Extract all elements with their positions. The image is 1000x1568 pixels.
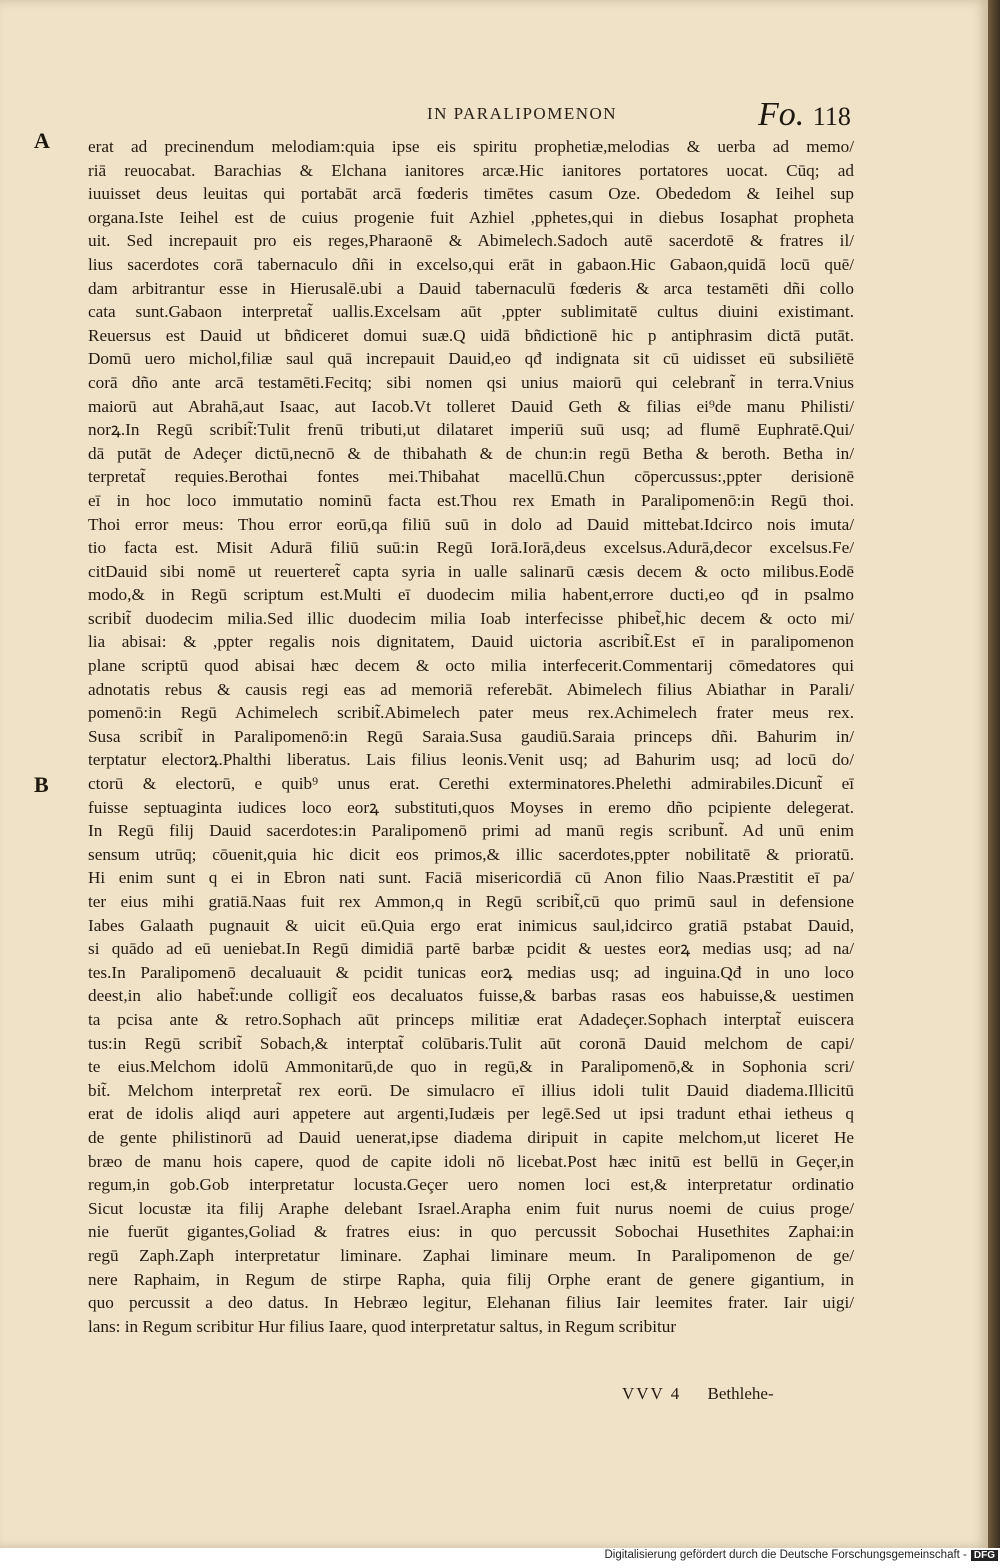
folio-number-value: 118 bbox=[812, 102, 851, 131]
text-line: norꝝ.In Regū scribit̃:Tulit frenū tributi,ut dilataret imperiū suū usq; ad flumē Euphratē.Qui/ bbox=[88, 420, 854, 440]
text-line: regum,in gob.Gob interpretatur locusta.Geçer uero nomen loci est,& interpretatur ordinatio bbox=[88, 1175, 854, 1195]
text-line: de gente philistinorū ad Dauid uenerat,ipse diadema diripuit in capite melchom,ut liceret He bbox=[88, 1127, 854, 1147]
text-line: Domū uero michol,filiæ saul quā increpauit Dauid,eo qđ indignata sit cū uidisset eū subsiliētē bbox=[88, 349, 854, 369]
text-line: Susa scribit̃ in Paralipomenō:in Regū Saraia.Susa gaudiū.Saraia princeps dñi. Bahurim in/ bbox=[88, 726, 854, 746]
text-line: terptatur electorꝝ.Phalthi liberatus. Lais filius leonis.Venit usq; ad Bahurim usq; ad locū do/ bbox=[88, 750, 854, 770]
text-line: dam arbitrantur esse in Hierusalē.ubi a Dauid tabernaculū fœderis & arca testamēti dñi collo bbox=[88, 278, 854, 298]
text-line: ta pcisa ante & retro.Sophach aūt princeps militiæ erat Adadeçer.Sophach interptat̃ euiscera bbox=[88, 1009, 854, 1029]
text-line: deest,in alio habet̃:unde colligit̃ eos decaluatos fuisse,& barbas rasas eos habuisse,& uestimen bbox=[88, 986, 854, 1006]
text-line: iuuisset deus leuitas qui portabāt arcā fœderis timētes casum Oze. Obededom & Ieihel sup bbox=[88, 184, 854, 204]
text-line: riā reuocabat. Barachias & Elchana ianitores arcæ.Hic ianitores portatores uocat. Cūq; ad bbox=[88, 160, 854, 180]
show-through-text: ​ bbox=[639, 64, 643, 80]
text-line: adnotatis rebus & causis regi eas ad memoriā referebāt. Abimelech filius Abiathar in Parali/ bbox=[88, 679, 854, 699]
text-line: ctorū & electorū, e quib⁹ unus erat. Cerethi exterminatores.Phelethi admirabiles.Dicunt̃ eī bbox=[88, 774, 854, 794]
text-line: quo percussit a deo datus. In Hebræo legitur, Elehanan filius Iair leemites frater. Iair uigi/ bbox=[88, 1293, 854, 1313]
text-body bbox=[88, 135, 854, 1338]
text-line: cata sunt.Gabaon interpretat̃ uallis.Excelsam aūt ,ppter sublimitatē cultus diuini existimant. bbox=[88, 302, 854, 322]
text-line: ter eius mihi gratiā.Naas fuit rex Ammon,q in Regū scribit̃,cū quo primū saul in defensione bbox=[88, 892, 854, 911]
folio-number bbox=[758, 96, 908, 134]
running-title: IN PARALIPOMENON bbox=[426, 104, 618, 123]
text-line: tio facta est. Misit Adurā filiū suū:in Regū Iorā.Iorā,deus excelsus.Adurā,decor excelsus.Fe/ bbox=[88, 538, 854, 558]
text-line: terpretat̃ requies.Berothai fontes mei.Thibahat macellū.Chun cōpercussus:,ppter derisionē bbox=[88, 467, 854, 487]
text-line: Iabes Galaath pugnauit & uicit eū.Quia ergo erat inimicus saul,idcirco gratiā pstabat Dauid, bbox=[88, 915, 854, 935]
text-line: lans: in Regum scribitur Hur filius Iaare, quod interpretatur saltus, in Regum scribitur bbox=[88, 1316, 677, 1336]
text-line: lia abisai: & ,ppter regalis nois dignitatem, Dauid uictoria ascribit̃.Est eī in paralipomenon bbox=[88, 632, 854, 652]
text-line: Sicut locustæ ita filij Araphe delebant Israel.Arapha enim fuit nurus noemi de cuius proge/ bbox=[88, 1198, 854, 1218]
text-line: nere Raphaim, in Regum de stirpe Rapha, quia filij Orphe erant de genere gigantium, in bbox=[88, 1269, 854, 1289]
text-line: nie fuerūt gigantes,Goliad & fratres eius: in quo percussit Sobochai Husethites Zaphai:in bbox=[88, 1222, 854, 1242]
text-line: bit̃. Melchom interpretat̃ rex eorū. De simulacro eī illius idoli tulit Dauid diadema.Illicitū bbox=[88, 1080, 854, 1100]
margin-letter-b: B bbox=[34, 772, 49, 797]
text-line: erat ad precinendum melodiam:quia ipse eis spiritu prophetiæ,melodias & uerba ad memo/ bbox=[88, 137, 854, 156]
digitization-footer bbox=[560, 1549, 998, 1566]
margin-letter-a: A bbox=[34, 128, 50, 153]
text-line: pomenō:in Regū Achimelech scribit̃.Abimelech pater meus rex.Achimelech frater meus rex. bbox=[88, 703, 854, 723]
text-line: tes.In Paralipomenō decaluauit & pcidit tunicas eorꝝ medias usq; ad inguina.Qđ in uno loco bbox=[88, 962, 854, 982]
dfg-logo: DFG bbox=[971, 1550, 998, 1561]
text-line: erat de idolis aliqd auri appetere aut argenti,Iudæis per legē.Sed ut ipsi tradunt ethai ietheus q bbox=[88, 1104, 854, 1124]
text-line: regū Zaph.Zaph interpretatur liminare. Zaphai liminare meum. In Paralipomenon de ge/ bbox=[88, 1245, 854, 1265]
text-line: dā putāt de Adeçer dictū,necnō & de thibahath & de chun:in regū Betha & beroth. Betha in/ bbox=[88, 443, 854, 463]
text-line: scribit̃ duodecim milia.Sed illic duodecim milia Ioab interfecisse phibet̃,hic decem & octo mi/ bbox=[88, 608, 854, 628]
text-line: Reuersus est Dauid ut bñdiceret domui suæ.Q uidā bñdictionē hic p antiphrasim dictā putāt. bbox=[88, 325, 854, 345]
text-line: fuisse septuaginta iudices loco eorꝝ substituti,quos Moyses in eremo dño pcipiente delegerat. bbox=[88, 797, 854, 817]
text-line: bræo de manu hois capere, quod de capite idoli nō licebat.Post hæc initū est bellū in Geçer,in bbox=[88, 1151, 854, 1171]
text-line: citDauid sibi nomē ut reuerteret̃ capta syria in ualle salinarū cæsis decem & octo milibus.Eodē bbox=[88, 561, 854, 581]
text-line: organa.Iste Ieihel est de cuius progenie fuit Azhiel ,pphetes,qui in diebus Iosaphat propheta bbox=[88, 207, 854, 227]
signature-mark: VVV 4 bbox=[622, 1384, 682, 1403]
text-line: In Regū filij Dauid sacerdotes:in Paralipomenō primi ad manū regis scribunt̃. Ad unū enim bbox=[88, 821, 854, 841]
catchword: Bethlehe- bbox=[707, 1384, 774, 1403]
text-line: maiorū aut Abrahā,aut Isaac, aut Iacob.Vt tolleret Dauid Geth & filias ei⁹de manu Philisti/ bbox=[88, 396, 854, 416]
text-line: tus:in Regū scribit̃ Sobach,& interptat̃ colūbaris.Tulit aūt coronā Dauid melchom de capi/ bbox=[88, 1033, 854, 1053]
text-line: corā dño ante arcā testamēti.Fecitq; sibi nomen qsi unius maiorū qui celebrant̃ in terra.Vnius bbox=[88, 372, 854, 392]
text-line: si quādo ad eū ueniebat.In Regū dimidiā partē barbæ pcidit & uestes eorꝝ medias usq; ad na/ bbox=[88, 939, 854, 959]
text-line: modo,& in Regū scriptum est.Multi eī duodecim milia habent,errore ducti,eo qđ in psalmo bbox=[88, 585, 854, 605]
footer-text: Digitalisierung gefördert durch die Deutsche Forschungsgemeinschaft - bbox=[604, 1549, 967, 1561]
text-line: uit. Sed increpauit pro eis reges,Pharaonē & Abimelech.Sadoch autē sacerdotē & fratres il/ bbox=[88, 231, 854, 251]
text-line: lius sacerdotes corā tabernaculo dñi in excelso,qui erāt in gabaon.Hic Gabaon,quidā locū quē/ bbox=[88, 254, 854, 274]
folio-label: Fo. bbox=[758, 96, 805, 133]
text-line: sensum utrūq; cōuenit,quia hic dicit eos primos,& illic sacerdotes,ppter nobilitatē & prioratū. bbox=[88, 844, 854, 864]
text-line: Thoi error meus: Thou error eorū,qa filiū suū in dolo ad Dauid mittebat.Idcirco nois imuta/ bbox=[88, 514, 854, 534]
catchline bbox=[622, 1384, 852, 1404]
text-line: Hi enim sunt q ei in Ebron nati sunt. Faciā misericordiā cū Anon filio Naas.Præstitit eī pa/ bbox=[88, 868, 854, 888]
book-spine-edge bbox=[988, 0, 1000, 1548]
text-line: te eius.Melchom idolū Ammonitarū,de quo in regū,& in Paralipomenō,& in Sophonia scri/ bbox=[88, 1057, 854, 1077]
text-line: eī in hoc loco immutatio nominū facta est.Thou rex Emath in Paralipomenō:in Regū thoi. bbox=[88, 490, 854, 510]
text-line: plane scriptū quod abisai hæc decem & octo milia interfecerit.Commentarij cōmedatores qui bbox=[88, 656, 854, 676]
